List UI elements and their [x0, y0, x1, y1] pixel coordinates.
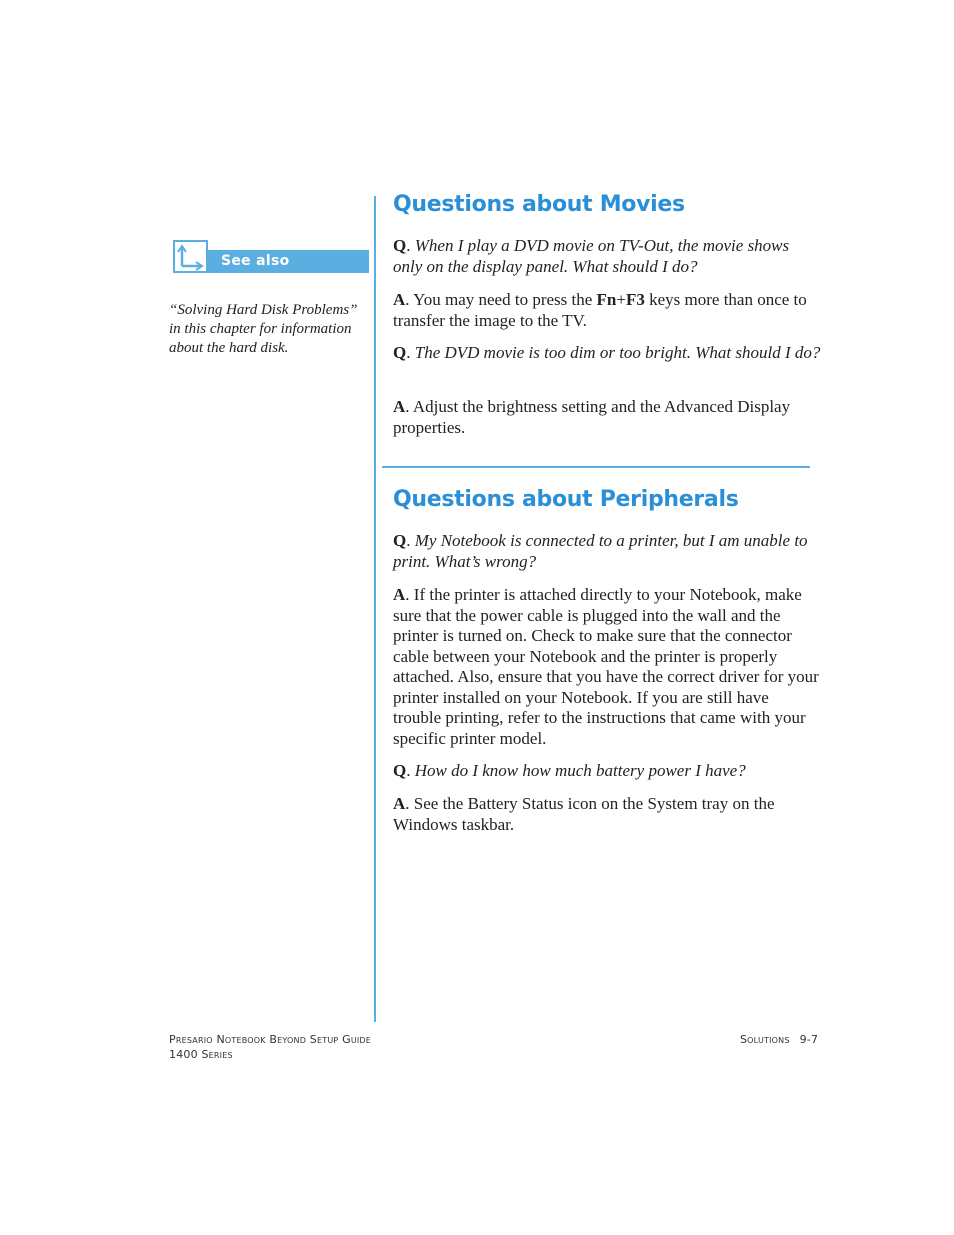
column-divider — [374, 196, 376, 1022]
see-also-bar — [206, 250, 369, 273]
footer-section: Solutions — [740, 1033, 790, 1046]
movies-question-2: Q. The DVD movie is too dim or too bright. What should I do? — [393, 343, 821, 362]
footer-page-info — [740, 1033, 818, 1046]
see-also-label: See also — [221, 253, 290, 269]
see-also-box — [170, 240, 370, 274]
movies-question-1: Q. When I play a DVD movie on TV-Out, the movie shows only on the display panel. What should I do? — [393, 236, 790, 276]
peripherals-question-2: Q. How do I know how much battery power I have? — [393, 761, 746, 780]
peripherals-answer-2: A. See the Battery Status icon on the System tray on the Windows taskbar. — [393, 794, 775, 834]
movies-answer-2: A. Adjust the brightness setting and the Advanced Display properties. — [393, 397, 791, 437]
heading-movies: Questions about Movies — [393, 192, 685, 217]
see-also-note: “Solving Hard Disk Problems” in this chapter for information about the hard disk. — [169, 302, 358, 356]
see-also-arrow-icon — [173, 240, 207, 273]
footer-page-number: 9-7 — [799, 1033, 819, 1046]
movies-answer-1: A. You may need to press the Fn+F3 keys more than once to transfer the image to the TV. — [393, 290, 807, 330]
peripherals-answer-1: A. If the printer is attached directly to your Notebook, make sure that the power cable is plugged into the wall and the printer is turned on. Check to make sure that the connector cable between your Notebook and the printer is properly attached. Also, ensure that you have the correct driver for your printer installed on your Notebook. If you are still have trouble printing, refer to the instructions that came with your specific printer model. — [393, 585, 819, 748]
footer-book-title: Presario Notebook Beyond Setup Guide — [169, 1033, 372, 1046]
heading-peripherals: Questions about Peripherals — [393, 487, 739, 512]
footer-series: 1400 Series — [169, 1048, 233, 1061]
peripherals-question-1: Q. My Notebook is connected to a printer, but I am unable to print. What’s wrong? — [393, 531, 808, 571]
section-divider — [382, 466, 810, 468]
